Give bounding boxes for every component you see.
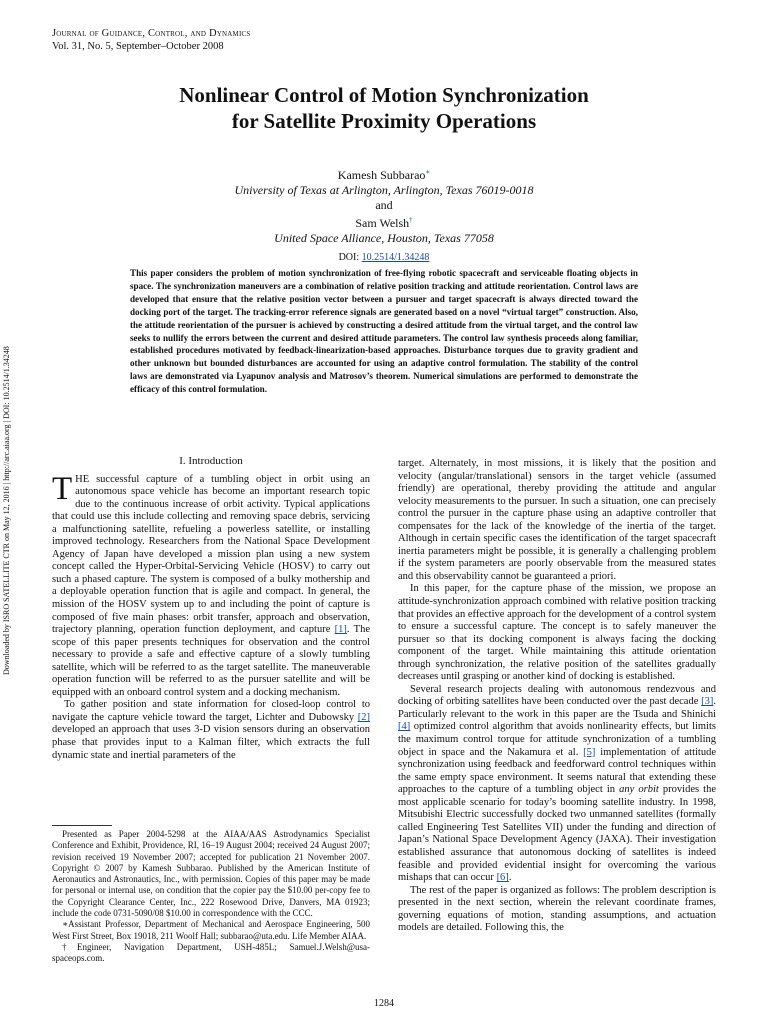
- author-2-footnote-mark[interactable]: †: [409, 216, 413, 224]
- intro-p1-end: . The scope of this paper presents techniques for observation and the control necessary to provide a safe and effective capture of a slowly tumbling satellite, which will be referred to as the target satellite. The maneuverable operation function will be referred to as the pursuer satellite and will be equipped with an onboard control system and a docking mechanism.: [52, 624, 370, 698]
- author-1-name: Kamesh Subbarao: [337, 168, 426, 182]
- rp3-e: provides the most applicable scenario for today’s booming satellite industry. In 1998, Mitsubishi Electric successfully docked two unmanned satellites (formally called Engineering Test Satellites VII) under the funding and direction of Japan’s National Space Development Agency (JAXA). Their investigation established assurance that autonomous docking of satellites is indeed feasible and provided evidential insight for overcoming the various mishaps that can occur: [398, 784, 716, 884]
- footnote-author-1: ∗Assistant Professor, Department of Mechanical and Aerospace Engineering, 500 West First Street, Box 19018, 211 Woolf Hall; subbarao@uta.edu. Life Member AIAA.: [52, 919, 370, 941]
- footnote-rule: [52, 825, 112, 826]
- ref-link-4[interactable]: [4]: [398, 721, 411, 733]
- footnote-author-2: †Engineer, Navigation Department, USH-485L; Samuel.J.Welsh@usa-spaceops.com.: [52, 941, 370, 964]
- rp3-emphasis: any orbit: [619, 784, 659, 796]
- journal-name: Journal of Guidance, Control, and Dynamics: [52, 28, 251, 39]
- journal-volume: Vol. 31, No. 5, September–October 2008: [52, 41, 224, 52]
- author-1-footnote-mark[interactable]: ∗: [425, 168, 431, 176]
- intro-p1-text: HE successful capture of a tumbling object in orbit using an autonomous space vehicle has become an important research topic due to the continuous increase of orbit activity. Typical applications that could use this include collecting and removing space debris, servicing a malfunctioning satellite, refueling a powerless satellite, or installing improved technology. Researchers from the National Space Development Agency of Japan have developed a mission plan using a new system concept called the Hyper-Orbital-Servicing Vehicle (HOSV) to carry out such a phased capture. The system is composed of a bulky mothership and a deployable operation function that is agile and compact. In general, the mission of the HOSV system up to and including the point of capture is composed of five main phases: orbit transfer, approach and observation, trajectory planning, operation function deployment, and capture: [52, 473, 370, 636]
- author-block: [52, 165, 716, 265]
- rp3-a: Several research projects dealing with autonomous rendezvous and docking of orbiting satellites have been conducted over the past decade: [398, 683, 716, 708]
- ref-link-2[interactable]: [2]: [357, 711, 370, 723]
- abstract: This paper considers the problem of motion synchronization of free-flying robotic spacecraft and serviceable floating objects in space. The synchronization maneuvers are a combination of relative position tracking and attitude reorientation. Control laws are developed that ensure that the relative position vector between a pursuer and target spacecraft is always directed toward the docking port of the target. The tracking-error reference signals are generated based on a novel “virtual target” construction. Also, the attitude reorientation of the pursuer is achieved by constructing a desired attitude from the virtual target, and the control law seeks to nullify the errors between the current and desired attitude parameters. The control law synthesis proceeds along familiar, established procedures motivated by feedback-linearization-based approaches. Disturbance torques due to gravity gradient and other unknown but bounded disturbances are accounted for using an adaptive control formulation. The stability of the control laws are demonstrated via Lyapunov analysis and Matrosov’s theorem. Numerical simulations are performed to demonstrate the efficacy of this control formulation.: [130, 268, 638, 395]
- ref-link-3[interactable]: [3]: [701, 696, 714, 708]
- intro-paragraph-1: [52, 470, 370, 700]
- page-number: 1284: [374, 998, 394, 1009]
- download-sidebar-text: Downloaded by ISRO SATELLITE CTR on May 12, 2016 | http://arc.aiaa.org | DOI: 10.2514/1.34248: [2, 346, 11, 675]
- author-2-affiliation: United Space Alliance, Houston, Texas 77058: [274, 231, 494, 245]
- right-column: [398, 458, 716, 935]
- right-paragraph-4: The rest of the paper is organized as follows: The problem description is presented in the next section, wherein the relevant coordinate frames, governing equations of motion, standing assumptions, and actuation models are detailed. Following this, the: [398, 884, 716, 934]
- right-paragraph-3: [398, 684, 716, 885]
- footnotes: [52, 825, 370, 965]
- title-line-1: Nonlinear Control of Motion Synchronization: [179, 83, 589, 107]
- author-1-affiliation: University of Texas at Arlington, Arlington, Texas 76019-0018: [234, 183, 534, 197]
- intro-paragraph-2: [52, 699, 370, 762]
- author-2: [52, 213, 716, 231]
- intro-p2-start: To gather position and state information for closed-loop control to navigate the capture vehicle toward the target, Lichter and Dubowsky: [52, 699, 370, 723]
- right-paragraph-1: target. Alternately, in most missions, it is likely that the position and velocity (angular/translational) sensors in the target vehicle (assumed friendly) are operational, thereby providing the attitude and angular velocity measurements to the pursuer. In such a situation, one can precisely control the pursuer in the capture phase using an adaptive controller that compensates for the lack of the knowledge of the inertia of the target. Although in certain specific cases the identification of the target spacecraft inertia parameters might be possible, it is generally a challenging problem if the system parameters are poorly observable from the measured states and this observability cannot be guaranteed a priori.: [398, 458, 716, 582]
- ref-link-6[interactable]: [6]: [496, 872, 509, 884]
- author-conjunction: and: [375, 198, 393, 212]
- section-heading: I. Introduction: [179, 455, 243, 467]
- ref-link-5[interactable]: [5]: [583, 746, 596, 758]
- doi-link[interactable]: 10.2514/1.34248: [361, 252, 430, 263]
- title-line-2: for Satellite Proximity Operations: [231, 109, 537, 133]
- author-1: [52, 165, 716, 183]
- journal-header: [52, 27, 250, 53]
- left-column: [52, 455, 370, 762]
- right-paragraph-2: In this paper, for the capture phase of the mission, we propose an attitude-synchronization approach combined with relative position tracking that provides an effective approach for the development of a control system to ensure a successful capture. The concept is to safely maneuver the pursuer so that its docking component is always facing the docking component of the target. While maintaining this attitude orientation through synchronization, the relative position of the satellites gradually decreases until grasping or another kind of docking is established.: [398, 583, 716, 683]
- rp3-d: implementation of attitude synchronization using feedback and feedforward control techniques within the same empty space environment. It seems natural that extending these approaches to the capture of a tumbling object in: [398, 746, 717, 796]
- rp3-b: . Particularly relevant to the work in this paper are the Tsuda and Shinichi: [398, 696, 716, 720]
- rp3-c: optimized control algorithm that avoids nonlinearity effects, but limits the maximum control torque for attitude synchronization of a tumbling object in space and the Nakamura et al.: [398, 721, 716, 758]
- ref-link-1[interactable]: [1]: [334, 624, 347, 636]
- drop-cap: T: [52, 470, 73, 507]
- paper-title: [52, 82, 716, 134]
- rp3-f: .: [508, 872, 512, 884]
- author-2-name: Sam Welsh: [355, 216, 410, 230]
- footnote-publication: Presented as Paper 2004-5298 at the AIAA/AAS Astrodynamics Specialist Conference and Exhibit, Providence, RI, 16–19 August 2004; received 24 August 2007; revision received 19 November 2007; accepted for publication 21 November 2007. Copyright © 2007 by Kamesh Subbarao. Published by the American Institute of Aeronautics and Astronautics, Inc., with permission. Copies of this paper may be made for personal or internal use, on condition that the copier pay the $10.00 per-copy fee to the Copyright Clearance Center, Inc., 222 Rosewood Drive, Danvers, MA 01923; include the code 0731-5090/08 $10.00 in correspondence with the CCC.: [52, 829, 370, 919]
- doi-label: DOI:: [338, 252, 360, 263]
- doi-line: [52, 250, 716, 265]
- intro-p2-end: developed an approach that uses 3-D vision sensors during an observation phase that provides input to a Kalman filter, which extracts the full dynamic state and inertial parameters of the: [52, 724, 370, 761]
